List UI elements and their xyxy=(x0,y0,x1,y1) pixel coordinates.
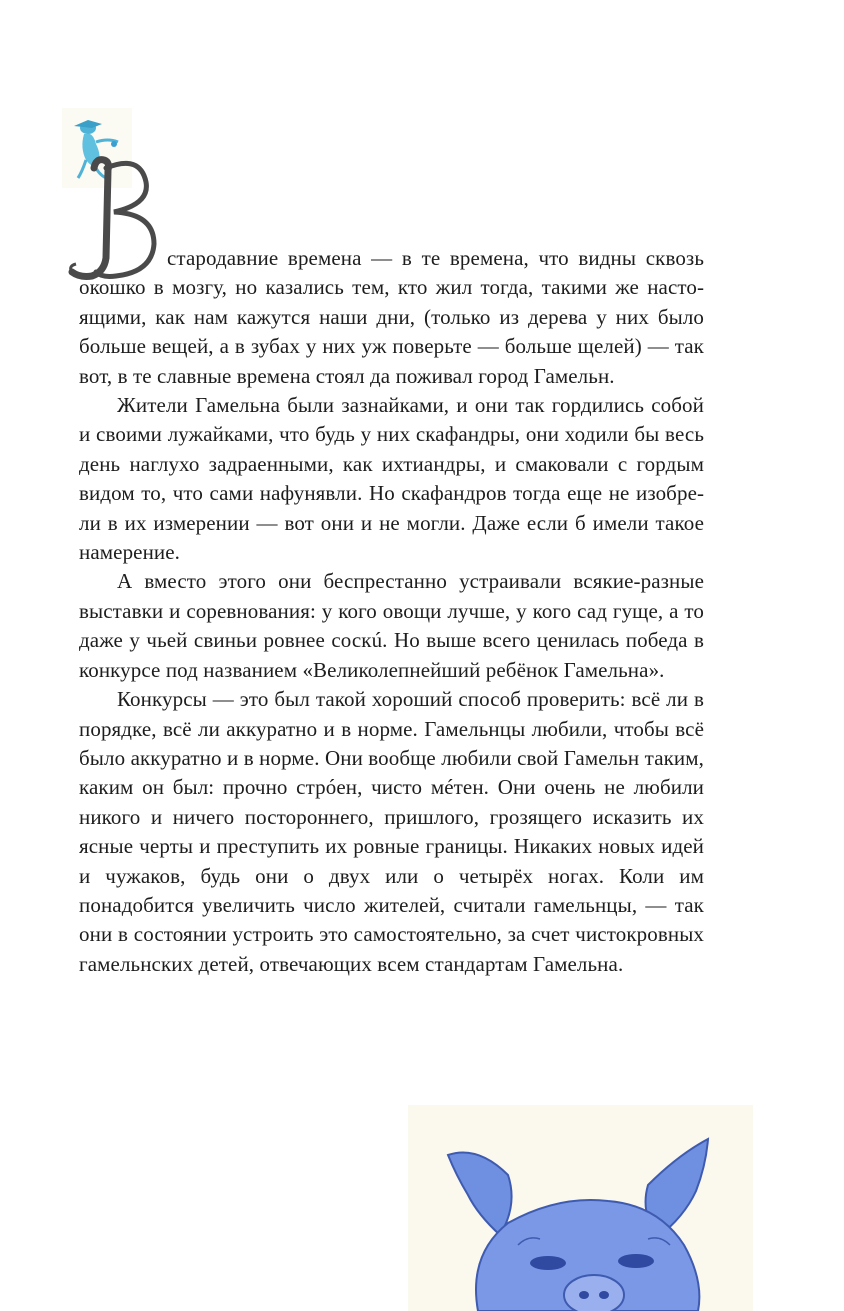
paragraph-4: Конкурсы — это был такой хороший способ проверить: всё ли в порядке, всё ли аккуратно и в норме. Гамельнцы любили, чтобы всё было аккуратно и в норме. Они вообще любили свой Гамельн таким, каким он был: прочно стрóен, чисто мéтен. Они очень не любили никого и ничего постороннего, пришлого, грозящего исказить их ясные черты и преступить их ровные границы. Никаких новых идей и чужаков, будь они о двух или о четырёх ногах. Коли им понадобится увеличить число жителей, считали гамельнцы, — так они в состоянии устроить это самостоятельно, за счет чистокровных гамельнских детей, отвечающих всем стандартам Гамельна. xyxy=(79,687,704,976)
body-text xyxy=(79,244,704,979)
paragraph-3: А вместо этого они беспрестанно устраивали всякие-разные выставки и соревнования: у кого овощи лучше, у кого сад гуще, а то даже у чьей свиньи ровнее соскú. Но выше всего ценилась победа в конкурсе под названием «Великолепнейший ребёнок Гамельна». xyxy=(79,569,704,682)
blue-pig-illustration xyxy=(408,1105,753,1311)
paragraph-1 xyxy=(79,244,704,391)
paragraph-1-first-line: стародавние времена — в те времена, что видны сквозь xyxy=(167,246,704,270)
paragraph-2: Жители Гамельна были зазнайками, и они так гордились собой и своими лужайками, что будь у них скафандры, они ходили бы весь день наглухо задраенными, как ихтиандры, и смаковали с гордым видом то, что сами нафунявли. Но скафандров тогда еще не изобрели в их измерении — вот они и не могли. Даже если б имели такое намерение. xyxy=(79,393,704,565)
paragraph-1-rest: окошко в мозгу, но казались тем, кто жил тогда, такими же настоящими, как нам кажутся наши дни, (только из дерева у них было больше вещей, а в зубах у них уж поверьте — больше щелей) — так вот, в те славные времена стоял да поживал город Гамельн. xyxy=(79,275,704,388)
